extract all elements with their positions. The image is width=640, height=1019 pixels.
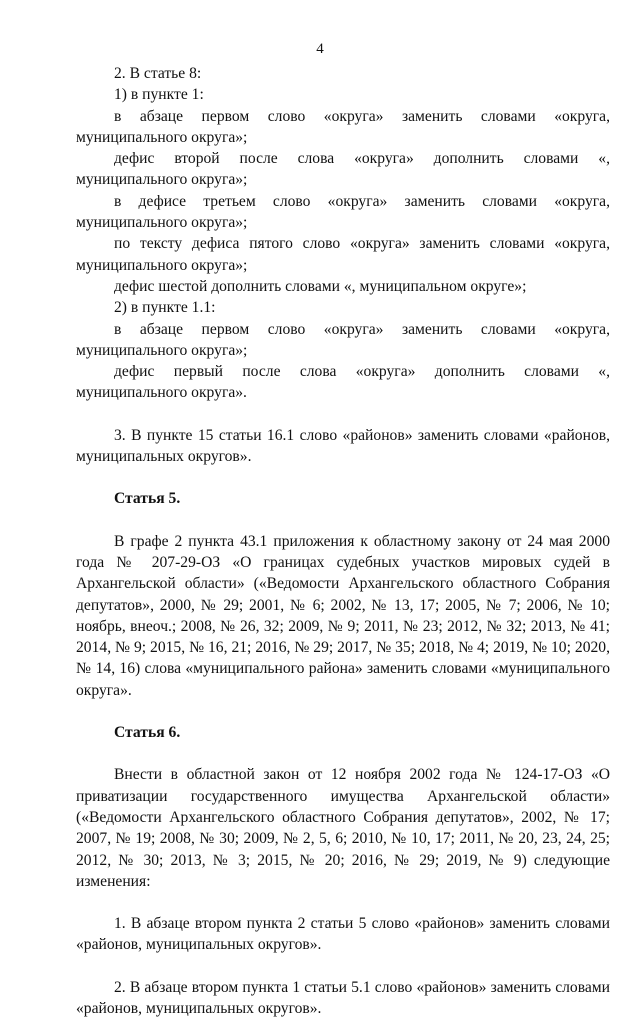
paragraph-article6-point1: 1. В абзаце втором пункта 2 статьи 5 слово «районов» заменить словами «районов, муниципальных округов».	[76, 915, 610, 954]
paragraph: дефис шестой дополнить словами «, муниципальном округе»;	[114, 277, 527, 295]
heading-article-6: Статья 6.	[114, 724, 181, 742]
paragraph-point2: 2) в пункте 1.1:	[114, 299, 216, 317]
paragraph: в абзаце первом слово «округа» заменить словами «округа, муниципального округа»;	[76, 320, 610, 359]
paragraph-point1: 1) в пункте 1:	[114, 86, 204, 104]
heading-article-5: Статья 5.	[114, 490, 181, 508]
page-number: 4	[316, 41, 324, 57]
paragraph: в абзаце первом слово «округа» заменить словами «округа, муниципального округа»;	[76, 107, 610, 146]
document-body	[76, 63, 610, 1019]
paragraph: в дефисе третьем слово «округа» заменить словами «округа, муниципального округа»;	[76, 192, 610, 232]
paragraph-article8-intro: 2. В статье 8:	[114, 65, 202, 82]
paragraph-article5-body: В графе 2 пункта 43.1 приложения к областному закону от 24 мая 2000 года № 207-29-ОЗ «О границах судебных участков мировых судей в Архангельской области» («Ведомости Архангельского областного Собрания депутатов», 2000, № 29; 2001, № 6; 2002, № 13, 17; 2005, № 7; 2006, № 10; ноябрь, внеоч.; 2008, № 26, 32; 2009, № 9; 2011, № 23; 2012, № 32; 2013, № 41; 2014, № 9; 2015, № 16, 21; 2016, № 29; 2017, № 35; 2018, № 4; 2019, № 10; 2020, № 14, 16) слова «муниципального района» заменить словами «муниципального округа».	[76, 532, 610, 699]
paragraph: по тексту дефиса пятого слово «округа» заменить словами «округа, муниципального округа»;	[76, 235, 610, 274]
paragraph-point3: 3. В пункте 15 статьи 16.1 слово «районов» заменить словами «районов, муниципальных округов».	[76, 426, 610, 466]
paragraph-article6-intro: Внести в областной закон от 12 ноября 2002 года № 124-17-ОЗ «О приватизации государственного имущества Архангельской области» («Ведомости Архангельского областного Собрания депутатов», 2002, № 17; 2007, № 19; 2008, № 30; 2009, № 2, 5, 6; 2010, № 10, 17; 2011, № 20, 23, 24, 25; 2012, № 30; 2013, № 3; 2015, № 20; 2016, № 29; 2019, № 9) следующие изменения:	[76, 766, 610, 890]
paragraph: дефис второй после слова «округа» дополнить словами «, муниципального округа»;	[76, 150, 610, 189]
paragraph: дефис первый после слова «округа» дополнить словами «, муниципального округа».	[76, 363, 610, 402]
paragraph-article6-point2: 2. В абзаце втором пункта 1 статьи 5.1 слово «районов» заменить словами «районов, муниципальных округов».	[76, 978, 610, 1017]
